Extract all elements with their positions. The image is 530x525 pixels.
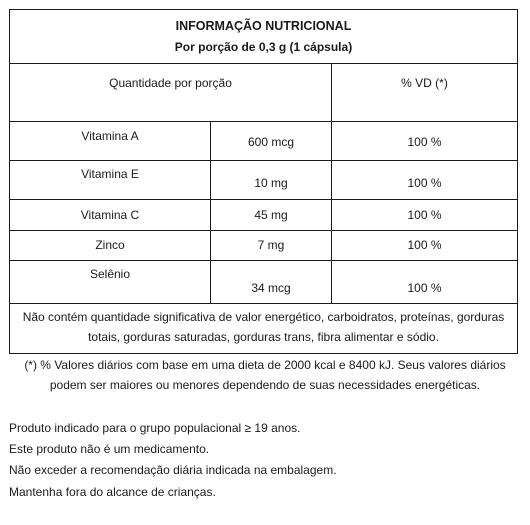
nutrient-name: Selênio	[89, 267, 131, 281]
column-header-vd-label: % VD (*)	[401, 76, 448, 90]
nutrient-amount: 10 mg	[254, 176, 288, 190]
nutrient-vd-cell	[332, 261, 517, 303]
nutrient-name-cell	[10, 161, 211, 199]
nutrient-vd-cell	[332, 122, 517, 160]
nutrient-amount: 7 mg	[257, 238, 285, 252]
table-footnote-line-2: totais, gorduras saturadas, gorduras trans, fibra alimentar e sódio.	[88, 330, 439, 344]
nutrient-name-cell	[10, 200, 211, 230]
nutrient-amount: 600 mcg	[247, 135, 295, 149]
table-row	[10, 200, 517, 231]
column-header-quantity	[10, 64, 332, 121]
nutrient-amount-cell	[211, 261, 332, 303]
nutrient-name: Zinco	[95, 238, 125, 252]
nutrient-vd: 100 %	[407, 176, 442, 190]
vd-note-line-2: podem ser maiores ou menores dependendo de suas necessidades energéticas.	[49, 378, 481, 392]
info-line-dosage: Não exceder a recomendação diária indicada na embalagem.	[9, 463, 337, 477]
nutrition-table	[9, 9, 518, 354]
column-header-quantity-label: Quantidade por porção	[109, 76, 232, 90]
info-line-children: Mantenha fora do alcance de crianças.	[9, 485, 216, 499]
nutrient-vd-cell	[332, 231, 517, 260]
nutrient-amount: 45 mg	[254, 208, 288, 222]
nutrient-vd: 100 %	[407, 135, 442, 149]
nutrient-vd-cell	[332, 161, 517, 199]
nutrient-name: Vitamina A	[81, 129, 139, 143]
nutrient-name-cell	[10, 261, 211, 303]
table-title: INFORMAÇÃO NUTRICIONAL	[175, 19, 352, 33]
nutrient-amount-cell	[211, 231, 332, 260]
nutrient-name-cell	[10, 231, 211, 260]
nutrient-name-cell	[10, 122, 211, 160]
nutrient-vd: 100 %	[407, 208, 442, 222]
nutrient-name: Vitamina E	[81, 167, 139, 181]
nutrient-vd: 100 %	[407, 238, 442, 252]
table-row	[10, 161, 517, 200]
nutrient-name: Vitamina C	[80, 208, 140, 222]
table-subtitle: Por porção de 0,3 g (1 cápsula)	[174, 40, 353, 54]
nutrient-vd-cell	[332, 200, 517, 230]
column-header-row	[10, 64, 517, 122]
nutrient-amount-cell	[211, 122, 332, 160]
info-line-not-medicine: Este produto não é um medicamento.	[9, 442, 210, 456]
table-row	[10, 261, 517, 304]
table-footnote-line-1: Não contém quantidade significativa de valor energético, carboidratos, proteínas, gorduras	[22, 310, 505, 324]
nutrient-amount-cell	[211, 161, 332, 199]
vd-note-line-1: (*) % Valores diários com base em uma dieta de 2000 kcal e 8400 kJ. Seus valores diários	[24, 358, 506, 372]
table-header	[10, 10, 517, 64]
table-row	[10, 122, 517, 161]
table-row	[10, 231, 517, 261]
nutrient-vd: 100 %	[407, 281, 442, 295]
info-line-age: Produto indicado para o grupo populacional ≥ 19 anos.	[9, 421, 301, 435]
nutrient-amount: 34 mcg	[251, 281, 291, 295]
nutrient-amount-cell	[211, 200, 332, 230]
